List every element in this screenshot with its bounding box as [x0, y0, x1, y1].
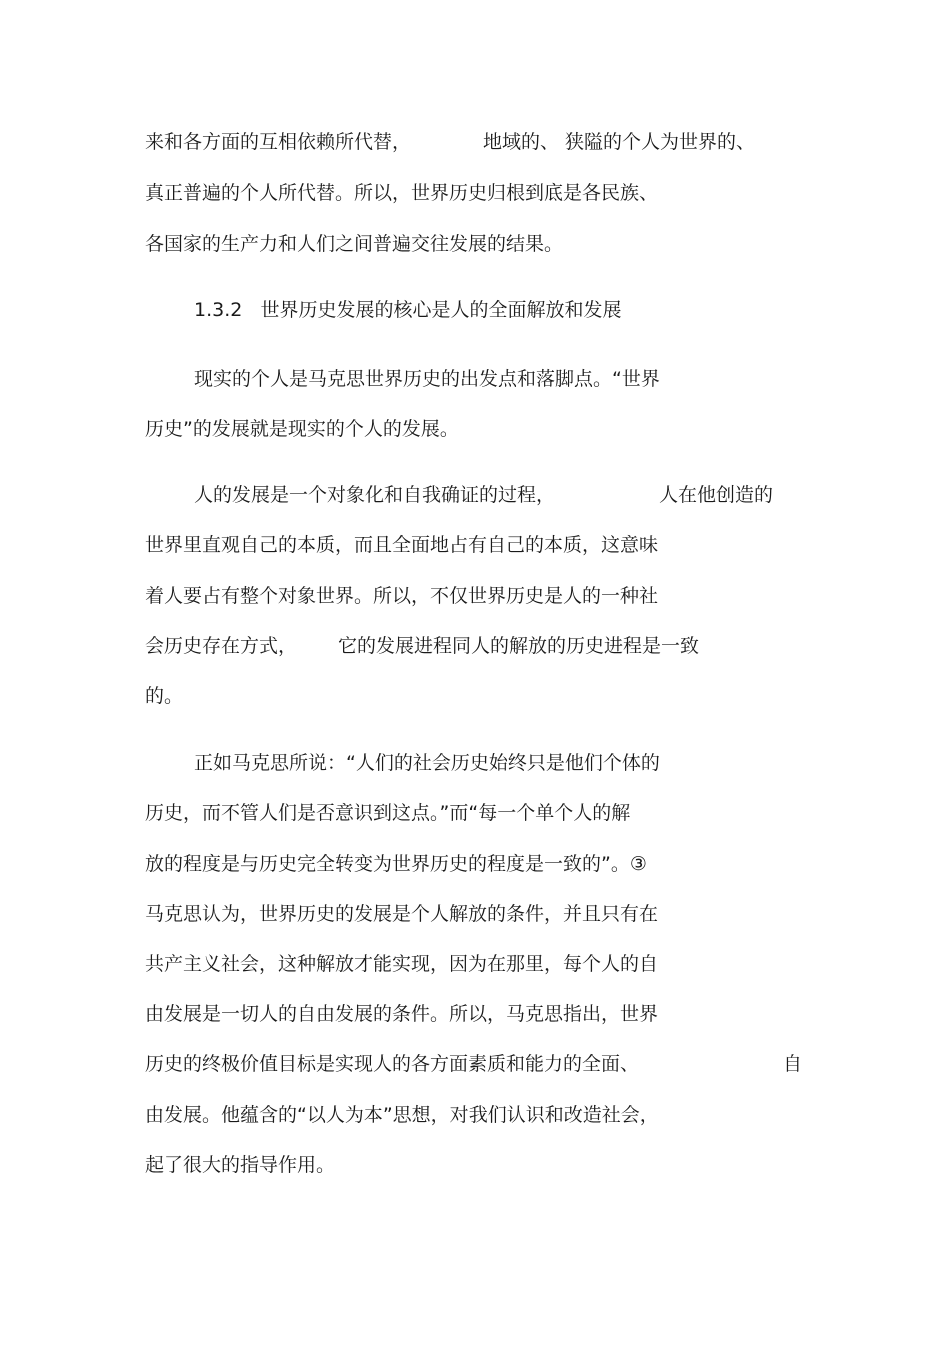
text-line: 人在他创造的 [659, 484, 774, 506]
text-line: 世界里直观自己的本质，而且全面地占有自己的本质，这意味 [145, 534, 659, 556]
text-line: 现实的个人是马克思世界历史的出发点和落脚点。“世界 [194, 368, 660, 390]
text-line: 人的发展是一个对象化和自我确证的过程， [194, 484, 556, 506]
section-heading: 1.3.2 世界历史发展的核心是人的全面解放和发展 [194, 299, 622, 321]
text-line: 正如马克思所说：“人们的社会历史始终只是他们个体的 [194, 752, 660, 774]
text-line: 自 [783, 1053, 803, 1075]
text-line: 它的发展进程同人的解放的历史进程是一致 [338, 635, 700, 657]
text-line: 历史的终极价值目标是实现人的各方面素质和能力的全面、 [145, 1053, 640, 1075]
text-line: 地域的、 狭隘的个人为世界的、 [483, 131, 756, 153]
text-line: 的。 [145, 685, 184, 707]
text-line: 历史，而不管人们是否意识到这点。”而“每一个单个人的解 [145, 802, 631, 824]
text-line: 放的程度是与历史完全转变为世界历史的程度是一致的”。③ [145, 853, 647, 875]
text-line: 着人要占有整个对象世界。所以，不仅世界历史是人的一种社 [145, 585, 659, 607]
text-line: 历史”的发展就是现实的个人的发展。 [145, 418, 459, 440]
text-line: 真正普遍的个人所代替。所以，世界历史归根到底是各民族、 [145, 182, 659, 204]
text-line: 马克思认为，世界历史的发展是个人解放的条件，并且只有在 [145, 903, 659, 925]
text-line: 各国家的生产力和人们之间普遍交往发展的结果。 [145, 233, 564, 255]
text-line: 由发展是一切人的自由发展的条件。所以，马克思指出，世界 [145, 1003, 659, 1025]
text-line: 由发展。他蕴含的“以人为本”思想，对我们认识和改造社会， [145, 1104, 659, 1126]
text-line: 起了很大的指导作用。 [145, 1154, 336, 1176]
text-line: 共产主义社会，这种解放才能实现，因为在那里，每个人的自 [145, 953, 659, 975]
text-line: 会历史存在方式， [145, 635, 298, 657]
text-line: 来和各方面的互相依赖所代替， [145, 131, 412, 153]
